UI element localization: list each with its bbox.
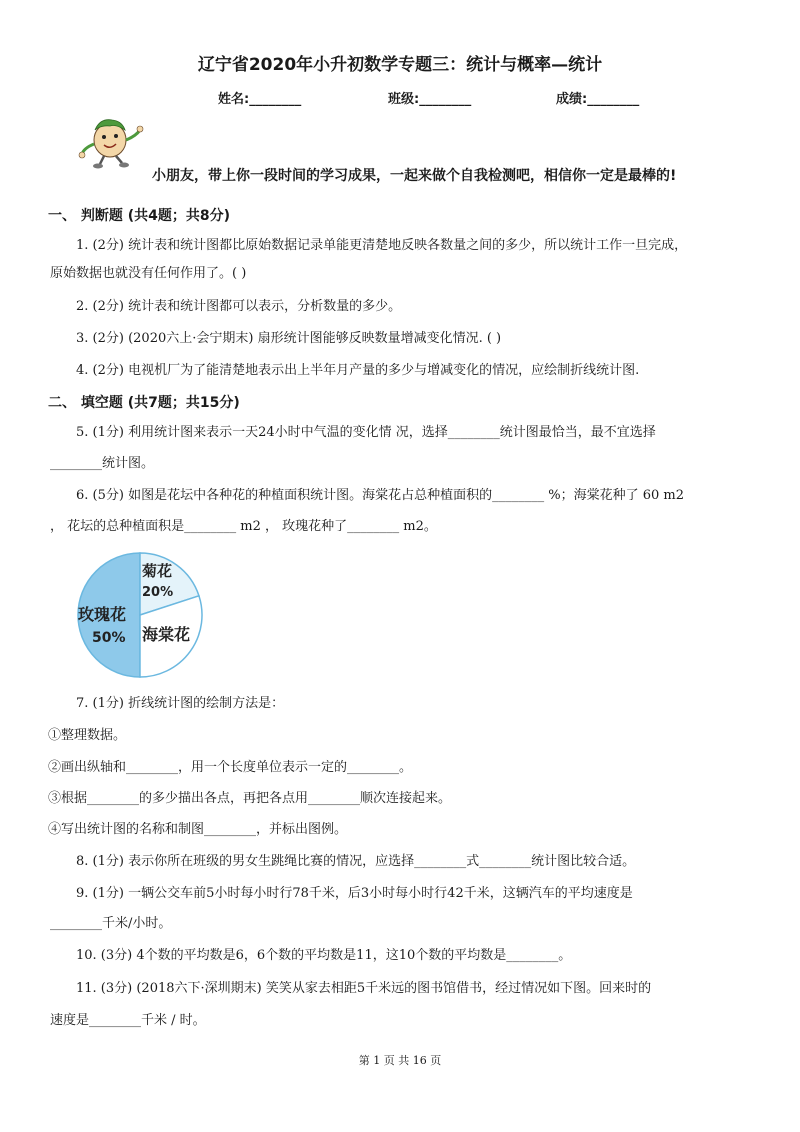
question-2: 2. (2分) 统计表和统计图都可以表示，分析数量的多少。 — [76, 299, 402, 314]
mascot-illustration — [76, 112, 146, 170]
question-8: 8. (1分) 表示你所在班级的男女生跳绳比赛的情况，应选择________式________统计图比较合适。 — [76, 854, 636, 869]
section-heading-fill-blank: 二、 填空题 (共7题；共15分) — [48, 395, 240, 411]
question-5-line2: ________统计图。 — [50, 456, 155, 471]
question-5-line1: 5. (1分) 利用统计图来表示一天24小时中气温的变化情 况，选择________统计图最恰当，最不宜选择 — [76, 425, 656, 440]
question-11-line1: 11. (3分) (2018六下·深圳期末) 笑笑从家去相距5千米远的图书馆借书，经过情况如下图。回来时的 — [76, 981, 652, 996]
question-7-step3: ③根据________的多少描出各点，再把各点用________顺次连接起来。 — [48, 791, 452, 806]
question-7-step4: ④写出统计图的名称和制图________，并标出图例。 — [48, 822, 348, 837]
pie-value-rose: 50% — [92, 630, 126, 646]
question-6-line2: ， 花坛的总种植面积是________ m2 ， 玫瑰花种了________ m2。 — [50, 519, 437, 534]
question-3: 3. (2分) (2020六上·会宁期末) 扇形统计图能够反映数量增减变化情况. ( ) — [76, 331, 502, 346]
flower-area-pie-chart — [74, 550, 206, 680]
question-7-step2: ②画出纵轴和________，用一个长度单位表示一定的________。 — [48, 760, 413, 775]
question-9-line1: 9. (1分) 一辆公交车前5小时每小时行78千米，后3小时每小时行42千米，这辆汽车的平均速度是 — [76, 886, 633, 901]
question-11-line2: 速度是________千米 / 时。 — [50, 1013, 206, 1028]
page-footer: 第 1 页 共 16 页 — [358, 1054, 442, 1067]
question-7-step1: ①整理数据。 — [48, 728, 127, 743]
page-title: 辽宁省2020年小升初数学专题三：统计与概率—统计 — [197, 55, 603, 75]
question-1-line2: 原始数据也就没有任何作用了。( ) — [50, 266, 247, 281]
section-heading-judgement: 一、 判断题 (共4题；共8分) — [48, 208, 231, 224]
pie-label-rose: 玫瑰花 — [78, 605, 127, 624]
question-1-line1: 1. (2分) 统计表和统计图都比原始数据记录单能更清楚地反映各数量之间的多少，所以统计工作一旦完成， — [76, 238, 688, 253]
class-field-label: 班级:________ — [388, 92, 472, 107]
name-field-label: 姓名:________ — [218, 92, 302, 107]
pie-label-begonia: 海棠花 — [142, 625, 191, 644]
pie-label-chrysanthemum: 菊花 — [142, 562, 173, 580]
question-10: 10. (3分) 4个数的平均数是6，6个数的平均数是11，这10个数的平均数是________。 — [76, 948, 572, 963]
question-7: 7. (1分) 折线统计图的绘制方法是： — [76, 696, 285, 711]
question-6-line1: 6. (5分) 如图是花坛中各种花的种植面积统计图。海棠花占总种植面积的________ %；海棠花种了 60 m2 — [76, 488, 684, 503]
greeting-text: 小朋友，带上你一段时间的学习成果，一起来做个自我检测吧，相信你一定是最棒的! — [152, 168, 677, 184]
question-9-line2: ________千米/小时。 — [50, 916, 172, 931]
pie-value-chrysanthemum: 20% — [142, 585, 174, 600]
question-4: 4. (2分) 电视机厂为了能清楚地表示出上半年月产量的多少与增减变化的情况，应绘制折线统计图. — [76, 363, 640, 378]
score-field-label: 成绩:________ — [556, 92, 640, 107]
